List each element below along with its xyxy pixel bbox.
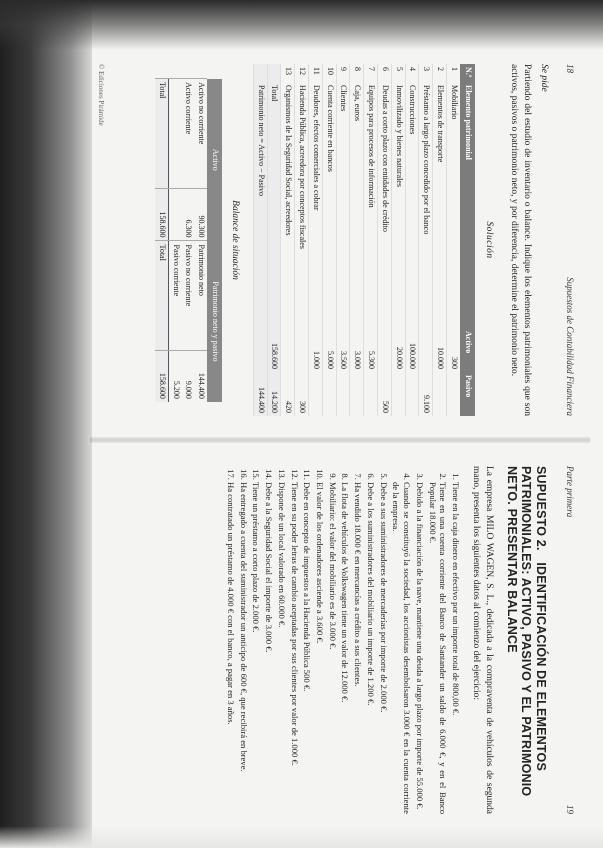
fact-item: 11. Debe en concepto de impuestos a la Hacienda Pública 500 €. (302, 482, 313, 814)
balance-total-right: 158.600 (155, 350, 168, 402)
fact-item: 15. Tiene un préstamo a corto plazo de 2.000 €. (251, 482, 262, 814)
table-row (447, 64, 460, 416)
table-header-cell: Pasivo (460, 372, 475, 416)
left-page-footer: © Ediciones Pirámide (97, 64, 106, 126)
table-cell: Construcciones (405, 82, 419, 328)
table-row (378, 64, 392, 416)
table-cell: 1 (447, 64, 460, 82)
table-cell: Equipos para procesos de información (364, 82, 378, 328)
table-cell: 8 (350, 64, 364, 82)
statement-text: La empresa MILO WAGEN, S. L., dedicada a la compraventa de vehículos de segunda mano, presenta los siguientes datos al comienzo del ejercicio: (470, 466, 494, 814)
table-cell: Elementos de transporte (433, 82, 447, 328)
table-cell: 500 (378, 372, 392, 416)
table-row (433, 64, 447, 416)
table-cell: Inmovilizado y bienes naturales (391, 82, 405, 328)
table-header-cell: N.º (460, 64, 475, 82)
table-cell (309, 372, 323, 416)
fact-item: 9. Mobiliario: el valor del mobiliario es de 3.000 €. (327, 482, 338, 814)
table-cell: 100.000 (405, 328, 419, 372)
table-cell: Hacienda Pública, acreedora por conceptos fiscales (295, 82, 309, 328)
table-cell (350, 372, 364, 416)
table-cell: 10 (322, 64, 336, 82)
fact-item: 10. El valor de los ordenadores asciende a 3.600 €. (314, 482, 325, 814)
supuesto-title: IDENTIFICACIÓN DE ELEMENTOS PATRIMONIALES: ACTIVO, PASIVO Y EL PATRIMONIO NETO. PRESENTAR BALANCE (505, 466, 548, 797)
table-row (309, 64, 323, 416)
fact-item: 8. La flota de vehículos de Volkswagen tiene un valor de 12.000 €. (340, 482, 351, 814)
table-cell: Organismos de la Seguridad Social, acreedores (281, 82, 295, 328)
table-cell: 4 (405, 64, 419, 82)
table-cell: 12 (295, 64, 309, 82)
net-worth-label: Patrimonio neto = Activo − Pasivo (253, 82, 267, 328)
table-cell: Caja, euros (350, 82, 364, 328)
table-cell: 20.000 (391, 328, 405, 372)
balance-cell: Activo no corriente (194, 79, 207, 189)
table-cell: Deudas a corto plazo con entidades de crédito (378, 82, 392, 328)
balance-cell: 9.000 (182, 350, 195, 402)
fact-item: 16. Ha entregado a cuenta del suministrador un anticipo de 600 €, que recibirá en breve. (238, 482, 249, 814)
table-cell: 5.000 (322, 328, 336, 372)
balance-cell (168, 189, 181, 241)
balance-cell: Pasivo corriente (168, 241, 181, 350)
supuesto-heading (505, 466, 548, 814)
fact-item: 4. Cuando se constituyó la sociedad, los accionistas desembolsaron 3.000 € en la cuenta corriente de la empresa. (391, 482, 412, 814)
fact-item: 1. Tiene en la caja dinero en efectivo por un importe total de 800,00 €. (450, 482, 461, 814)
page-number: 18 (565, 64, 575, 73)
fact-item: 7. Ha vendido 18.000 € en mercancías a crédito a sus clientes. (353, 482, 364, 814)
balance-row (168, 79, 181, 402)
table-cell: 9.100 (419, 372, 433, 416)
table-cell: 420 (281, 372, 295, 416)
table-cell: 1.000 (309, 328, 323, 372)
table-row (405, 64, 419, 416)
table-cell (391, 372, 405, 416)
table-cell (433, 372, 447, 416)
balance-total-left: 158.600 (155, 189, 168, 241)
table-row (336, 64, 350, 416)
solution-label: Solución (484, 221, 495, 259)
balance-cell (168, 79, 181, 189)
table-cell (378, 328, 392, 372)
balance-cell: Pasivo no corriente (182, 241, 195, 350)
table-cell: 300 (295, 372, 309, 416)
left-page-header (564, 64, 576, 416)
table-cell: 11 (309, 64, 323, 82)
scan-shadow-left (0, 0, 92, 848)
total-activo: 158.600 (267, 328, 281, 372)
total-label: Total (267, 82, 281, 328)
table-cell: 7 (364, 64, 378, 82)
balance-total-label-left: Total (155, 79, 168, 189)
fact-item: 13. Dispone de un local valorado en 60.000 €. (276, 482, 287, 814)
table-row (391, 64, 405, 416)
balance-header-liabilities: Patrimonio neto y pasivo (207, 241, 222, 402)
table-cell: 300 (447, 328, 460, 372)
table-cell (336, 372, 350, 416)
left-page (90, 40, 590, 440)
table-cell (419, 328, 433, 372)
balance-cell: 5.200 (168, 350, 181, 402)
elements-table (253, 64, 475, 416)
table-cell: 3.500 (336, 328, 350, 372)
table-row (419, 64, 433, 416)
right-page (90, 440, 590, 840)
fact-item: 3. Debido a la financiación de la nave, mantiene una deuda a largo plazo por importe de 55.000 €. (414, 482, 425, 814)
balance-total-row (155, 79, 168, 402)
fact-item: 17. Ha contratado un préstamo de 4.000 € con el banco, a pagar en 3 años. (225, 482, 236, 814)
table-row (322, 64, 336, 416)
table-cell (447, 372, 460, 416)
table-row (295, 64, 309, 416)
balance-total-label-right: Total (155, 241, 168, 350)
table-cell (281, 328, 295, 372)
table-cell: 5.300 (364, 328, 378, 372)
table-cell (405, 372, 419, 416)
fact-item: 6. Debe a los suministradores del mobiliario un importe de 1.200 €. (365, 482, 376, 814)
balance-cell: 90.300 (194, 189, 207, 241)
table-cell: 9 (336, 64, 350, 82)
balance-row (182, 79, 195, 402)
balance-header-row (207, 79, 222, 402)
table-cell: 13 (281, 64, 295, 82)
table-header-cell: Activo (460, 328, 475, 372)
table-cell: 2 (433, 64, 447, 82)
table-cell (322, 372, 336, 416)
running-header: Supuestos de Contabilidad Financiera (565, 277, 575, 416)
table-row (364, 64, 378, 416)
net-worth-value: 144.400 (253, 372, 267, 416)
table-cell: 6 (378, 64, 392, 82)
table-cell: 3.000 (350, 328, 364, 372)
right-page-header (564, 466, 576, 814)
fact-item: 2. Tiene en una cuenta corriente del Banco de Santander un saldo de 6.000 €, y en el Banco Popular 18.000 €. (427, 482, 448, 814)
balance-cell: Patrimonio neto (194, 241, 207, 350)
fact-item: 12. Tiene en su poder letras de cambio aceptadas por sus clientes por valor de 1.000 €. (289, 482, 300, 814)
table-cell: 10.000 (433, 328, 447, 372)
fact-item: 14. Debe a la Seguridad Social el importe de 3.000 €. (263, 482, 274, 814)
section-label: Se pide (538, 64, 549, 92)
table-header-row (460, 64, 475, 416)
book-spread (90, 40, 590, 840)
total-pasivo: 14.200 (267, 372, 281, 416)
table-cell: Clientes (336, 82, 350, 328)
facts-list (225, 466, 461, 814)
task-text: Partiendo del estudio de inventario o balance. Indique los elementos patrimoniales que son activos, pasivos o patrimonio neto, y por diferencia, determine el patrimonio neto. (509, 64, 533, 416)
table-net-row (253, 64, 267, 416)
balance-table (155, 78, 222, 402)
table-cell: Préstamo a largo plazo concedido por el banco (419, 82, 433, 328)
supuesto-number: SUPUESTO 2. (533, 466, 548, 551)
balance-title: Balance de situación (229, 200, 240, 280)
balance-cell: 144.400 (194, 350, 207, 402)
page-number: 19 (565, 805, 575, 814)
balance-cell: 6.300 (182, 189, 195, 241)
table-cell: Cuenta corriente en bancos (322, 82, 336, 328)
balance-header-assets: Activo (207, 79, 222, 241)
table-cell: 3 (419, 64, 433, 82)
table-header-cell: Elemento patrimonial (460, 82, 475, 328)
running-header: Parte primera (565, 466, 575, 518)
table-cell: Deudores, efectos comerciales a cobrar (309, 82, 323, 328)
balance-cell: Activo corriente (182, 79, 195, 189)
table-cell (364, 372, 378, 416)
table-row (281, 64, 295, 416)
table-cell: Mobiliario (447, 82, 460, 328)
table-cell (295, 328, 309, 372)
table-cell: 5 (391, 64, 405, 82)
balance-row (194, 79, 207, 402)
fact-item: 5. Debe a sus suministradores de mercaderías por importe de 2.000 €. (378, 482, 389, 814)
table-total-row (267, 64, 281, 416)
table-row (350, 64, 364, 416)
